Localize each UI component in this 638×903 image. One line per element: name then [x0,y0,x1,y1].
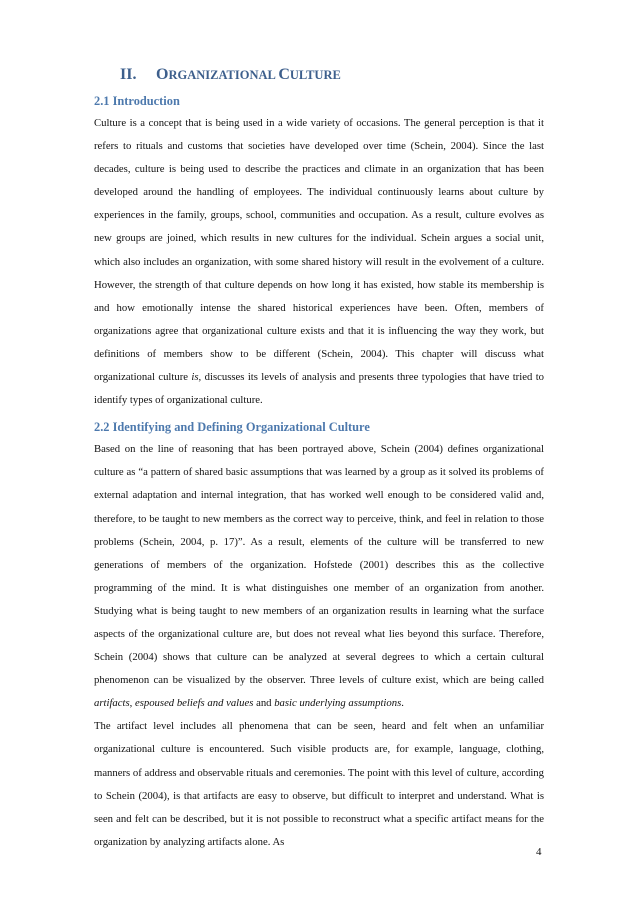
paragraph-text: Based on the line of reasoning that has been portrayed above, Schein (2004) defines organizational culture as “a pattern of shared basic assumptions that was learned by a group as it solved its problems of external adaptation and internal integration, that has worked well enough to be considered valid and, therefore, to be taught to new members as the correct way to perceive, think, and feel in relation to those problems (Schein, 2004, p. 17)”. As a result, elements of the culture will be transferred to new generations of members of the organization. Hofstede (2001) describes this as the collective programming of the mind. It is what distinguishes one member of an organization from another. Studying what is being taught to new members of an organization results in learning what the surface aspects of the organizational culture are, but does not reveal what lies beyond this surface. Therefore, Schein (2004) shows that culture can be analyzed at several degrees to which a certain cultural phenomenon can be visualized by the observer. Three levels of culture exist, which are being called [94,443,544,687]
paragraph-text: . [401,697,404,710]
page-number: 4 [536,846,542,858]
paragraph-text: The artifact level includes all phenomena that can be seen, heard and felt when an unfamiliar organizational culture is encountered. Such visible products are, for example, language, clothing, manners of address and observable rituals and ceremonies. The point with this level of culture, according to Schein (2004), is that artifacts are easy to observe, but difficult to interpret and understand. What is seen and felt can be described, but it is not possible to reconstruct what a specific artifact means for the organization by analyzing artifacts alone. As [94,720,544,848]
chapter-title-initial-2: C [278,66,290,83]
emphasis-text: artifacts, espoused beliefs and values [94,697,254,710]
chapter-title-initial-1: O [156,66,169,83]
emphasis-text: basic underlying assumptions [274,697,402,710]
chapter-number: II. [120,66,137,83]
paragraph-definition [94,438,544,715]
paragraph-text: and [253,697,275,710]
paragraph-text: discusses its levels of analysis and presents three typologies that have tried to identify types of organizational culture. [94,371,545,407]
section-heading-identifying: 2.2 Identifying and Defining Organizational Culture [94,420,370,435]
paragraph-text: Culture is a concept that is being used in a wide variety of occasions. The general perception is that it refers to rituals and customs that societies have developed over time (Schein, 2004). Since the last decades, culture is being used to describe the practices and climate in an organization that has been developed around the handling of employees. The individual continuously learns about culture by experiences in the family, groups, school, communities and occupation. As a result, culture evolves as new groups are joined, which results in new cultures for the individual. Schein argues a social unit, which also includes an organization, with some shared history will result in the evolvement of a culture. However, the strength of that culture depends on how long it has existed, how stable its membership is and how emotionally intense the shared historical experiences have been. Often, members of organizations agree that organizational culture exists and that it is influencing the way they work, but definitions of members show to be different (Schein, 2004). This chapter will discuss what organizational culture [94,117,544,384]
chapter-title-rest-1: RGANIZATIONAL [168,68,279,82]
document-page [94,64,544,854]
chapter-title [120,64,544,86]
paragraph-artifacts [94,715,544,854]
emphasis-text: is, [191,371,202,384]
paragraph-introduction [94,112,544,412]
chapter-title-rest-2: ULTURE [289,68,341,82]
section-heading-introduction: 2.1 Introduction [94,94,180,108]
